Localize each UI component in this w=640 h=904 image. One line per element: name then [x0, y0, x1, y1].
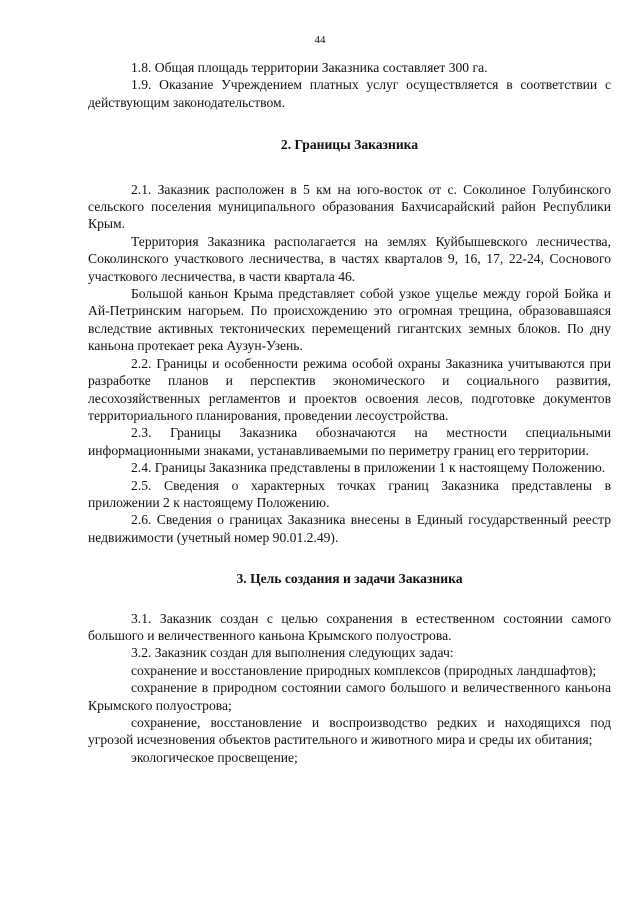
paragraph-2-3: 2.3. Границы Заказника обозначаются на местности специальными информационными знаками, устанавливаемыми по периметру границ его территории.	[88, 425, 611, 458]
task-item-rare-species: сохранение, восстановление и воспроизводство редких и находящихся под угрозой исчезновения объектов растительного и животного мира и среды их обитания;	[88, 715, 611, 748]
section-2-heading: 2. Границы Заказника	[280, 137, 419, 153]
paragraph-2-5: 2.5. Сведения о характерных точках границ Заказника представлены в приложении 2 к настоящему Положению.	[88, 477, 611, 510]
paragraph-1-8: 1.8. Общая площадь территории Заказника составляет 300 га.	[131, 60, 488, 75]
paragraph-3-2: 3.2. Заказник создан для выполнения следующих задач:	[131, 645, 454, 661]
paragraph-territory: Территория Заказника располагается на землях Куйбышевского лесничества, Соколинского участкового лесничества, в частях кварталов 9, 16, 17, 22-24, Соснового участкового лесничества, в части квартала 46.	[88, 233, 611, 284]
task-item-education: экологическое просвещение;	[131, 749, 298, 765]
section-3-heading: 3. Цель создания и задачи Заказника	[236, 571, 463, 587]
page-number: 44	[314, 34, 326, 46]
task-item-landscapes: сохранение и восстановление природных комплексов (природных ландшафтов);	[131, 662, 597, 678]
task-item-canyon: сохранение в природном состоянии самого большого и величественного каньона Крымского полуострова;	[88, 680, 611, 713]
paragraph-3-1: 3.1. Заказник создан с целью сохранения в естественном состоянии самого большого и величественного каньона Крымского полуострова.	[88, 610, 611, 643]
paragraph-2-4: 2.4. Границы Заказника представлены в приложении 1 к настоящему Положению.	[131, 460, 606, 476]
paragraph-2-1: 2.1. Заказник расположен в 5 км на юго-восток от с. Соколиное Голубинского сельского поселения муниципального образования Бахчисарайский район Республики Крым.	[88, 181, 611, 232]
paragraph-canyon: Большой каньон Крыма представляет собой узкое ущелье между горой Бойка и Ай-Петринским нагорьем. По происхождению это огромная трещина, образовавшаяся вследствие активных тектонических перемещений гигантских земных блоков. По дну каньона протекает река Аузун-Узень.	[88, 286, 611, 354]
paragraph-2-6: 2.6. Сведения о границах Заказника внесены в Единый государственный реестр недвижимости (учетный номер 90.01.2.49).	[88, 512, 611, 545]
document-body	[88, 59, 611, 766]
paragraph-1-9: 1.9. Оказание Учреждением платных услуг осуществляется в соответствии с действующим законодательством.	[88, 77, 611, 110]
paragraph-2-2: 2.2. Границы и особенности режима особой охраны Заказника учитываются при разработке планов и перспектив экономического и социального развития, лесохозяйственных регламентов и проектов освоения лесов, подготовке документов территориального планирования, проведении лесоустройства.	[88, 355, 611, 423]
